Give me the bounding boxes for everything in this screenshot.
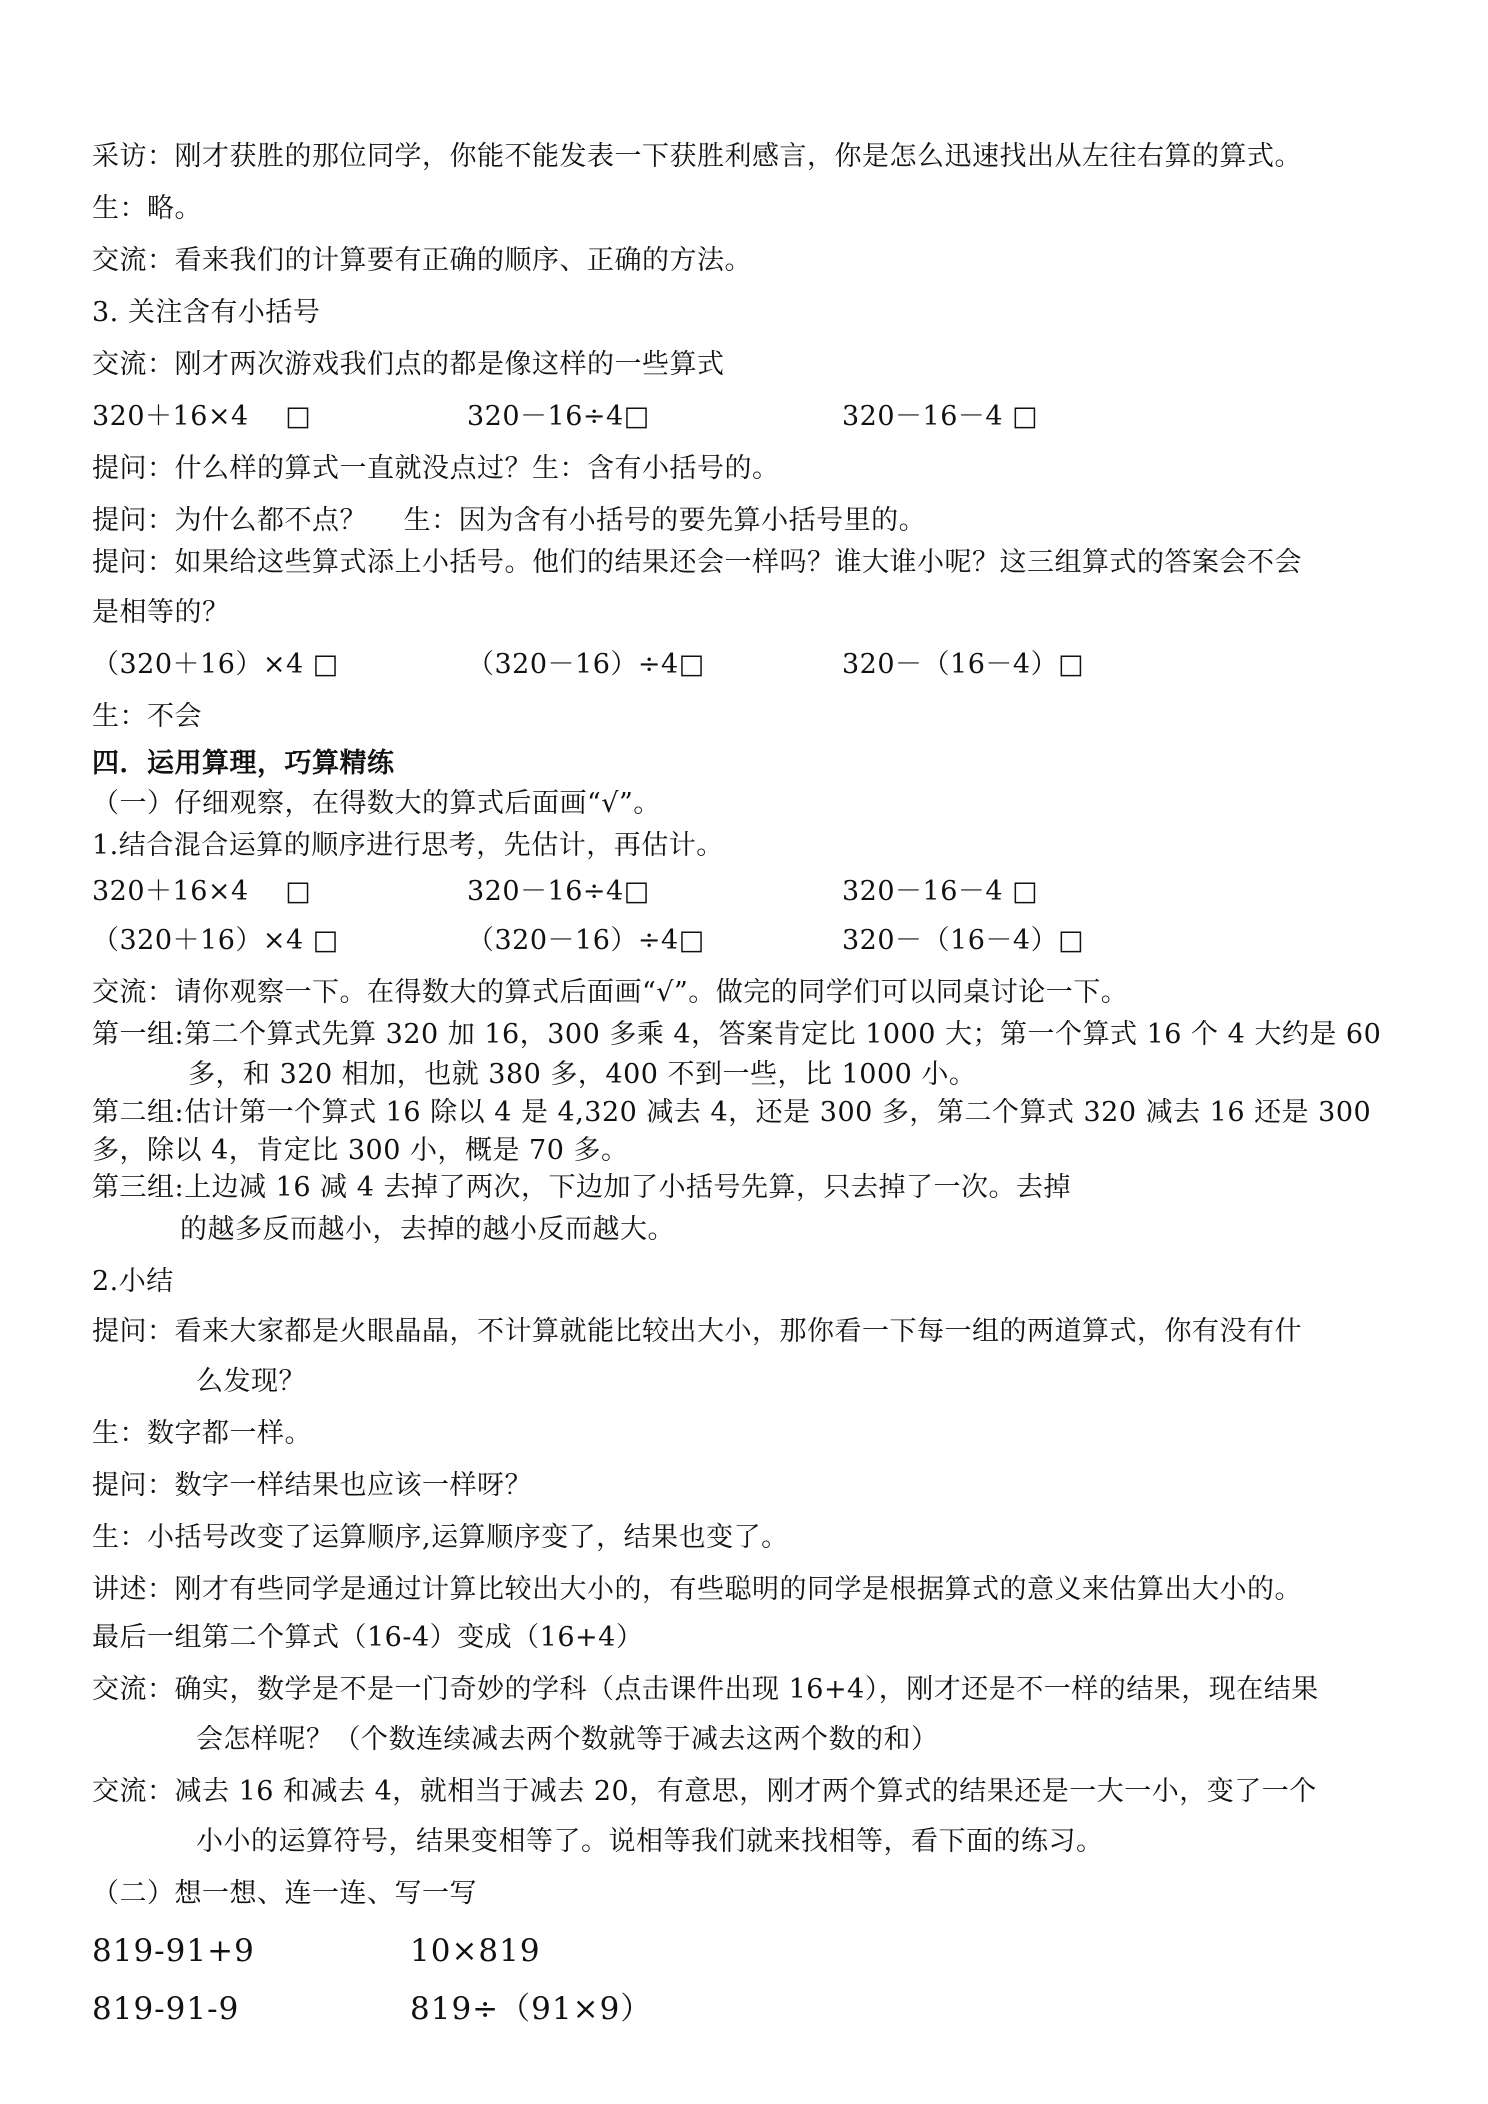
text-line: 会怎样呢？（个数连续减去两个数就等于减去这两个数的和） bbox=[196, 1724, 939, 1755]
text-line: 小小的运算符号，结果变相等了。说相等我们就来找相等，看下面的练习。 bbox=[196, 1826, 1104, 1857]
expression: （320－16）÷4□ bbox=[467, 649, 705, 680]
match-right-expression: 10×819 bbox=[410, 1933, 541, 1969]
text-line: 交流：确实，数学是不是一门奇妙的学科（点击课件出现 16+4），刚才还是不一样的结果，现在结果 bbox=[92, 1674, 1319, 1705]
expression: （320＋16）×4 □ bbox=[92, 925, 339, 956]
expression: 320－16÷4□ bbox=[467, 876, 650, 907]
text-line: 讲述：刚才有些同学是通过计算比较出大小的，有些聪明的同学是根据算式的意义来估算出大小的。 bbox=[92, 1574, 1302, 1605]
expression: 320－（16－4）□ bbox=[842, 925, 1085, 956]
subsection-heading: （一）仔细观察，在得数大的算式后面画“√”。 bbox=[92, 788, 661, 819]
text-line: 第三组:上边减 16 减 4 去掉了两次，下边加了小括号先算，只去掉了一次。去掉 bbox=[92, 1172, 1071, 1203]
text-line: 提问：数字一样结果也应该一样呀？ bbox=[92, 1470, 532, 1501]
match-left-expression: 819-91+9 bbox=[92, 1933, 255, 1969]
expression: 320－16÷4□ bbox=[467, 401, 650, 432]
text-line: 多，和 320 相加，也就 380 多，400 不到一些，比 1000 小。 bbox=[188, 1059, 977, 1090]
expression: 320－16－4 □ bbox=[842, 876, 1039, 907]
expression: （320－16）÷4□ bbox=[467, 925, 705, 956]
text-line: 交流：请你观察一下。在得数大的算式后面画“√”。做完的同学们可以同桌讨论一下。 bbox=[92, 977, 1129, 1008]
text-line: 交流：减去 16 和减去 4，就相当于减去 20，有意思，刚才两个算式的结果还是一大一小，变了一个 bbox=[92, 1776, 1317, 1807]
section-heading: 3. 关注含有小括号 bbox=[92, 297, 321, 328]
text-line: 生：略。 bbox=[92, 193, 202, 224]
text-line: 提问：如果给这些算式添上小括号。他们的结果还会一样吗？谁大谁小呢？这三组算式的答案会不会 bbox=[92, 547, 1302, 578]
text-line: 是相等的？ bbox=[92, 597, 230, 628]
text-line: 1.结合混合运算的顺序进行思考，先估计，再估计。 bbox=[92, 830, 724, 861]
text-line: 第二组:估计第一个算式 16 除以 4 是 4,320 减去 4，还是 300 多，第二个算式 320 减去 16 还是 300 bbox=[92, 1097, 1372, 1128]
expression: 320－16－4 □ bbox=[842, 401, 1039, 432]
text-line: 提问：什么样的算式一直就没点过？生：含有小括号的。 bbox=[92, 453, 780, 484]
expression: 320＋16×4 □ bbox=[92, 401, 312, 432]
text-line: 交流：看来我们的计算要有正确的顺序、正确的方法。 bbox=[92, 245, 752, 276]
text-line: 提问：看来大家都是火眼晶晶，不计算就能比较出大小，那你看一下每一组的两道算式，你有没有什 bbox=[92, 1316, 1302, 1347]
text-line: 的越多反而越小，去掉的越小反而越大。 bbox=[180, 1214, 675, 1245]
section-heading: 2.小结 bbox=[92, 1266, 174, 1297]
expression: （320＋16）×4 □ bbox=[92, 649, 339, 680]
subsection-heading: （二）想一想、连一连、写一写 bbox=[92, 1878, 477, 1909]
expression: 320－（16－4）□ bbox=[842, 649, 1085, 680]
text-line: 采访：刚才获胜的那位同学，你能不能发表一下获胜利感言，你是怎么迅速找出从左往右算的算式。 bbox=[92, 141, 1302, 172]
text-line: 生：数字都一样。 bbox=[92, 1418, 312, 1449]
text-line: 第一组:第二个算式先算 320 加 16，300 多乘 4，答案肯定比 1000 大；第一个算式 16 个 4 大约是 60 bbox=[92, 1019, 1382, 1050]
text-line: 么发现？ bbox=[196, 1366, 306, 1397]
text-line: 生：小括号改变了运算顺序,运算顺序变了，结果也变了。 bbox=[92, 1522, 789, 1553]
match-left-expression: 819-91-9 bbox=[92, 1991, 240, 2027]
text-line: 最后一组第二个算式（16-4）变成（16+4） bbox=[92, 1622, 644, 1653]
text-line: 多，除以 4，肯定比 300 小，概是 70 多。 bbox=[92, 1135, 629, 1166]
match-right-expression: 819÷（91×9） bbox=[410, 1991, 653, 2027]
section-heading: 四．运用算理，巧算精练 bbox=[92, 748, 395, 779]
text-line: 交流：刚才两次游戏我们点的都是像这样的一些算式 bbox=[92, 349, 725, 380]
expression: 320＋16×4 □ bbox=[92, 876, 312, 907]
text-line: 生：不会 bbox=[92, 701, 202, 732]
text-line: 提问：为什么都不点？ 生：因为含有小括号的要先算小括号里的。 bbox=[92, 505, 927, 536]
